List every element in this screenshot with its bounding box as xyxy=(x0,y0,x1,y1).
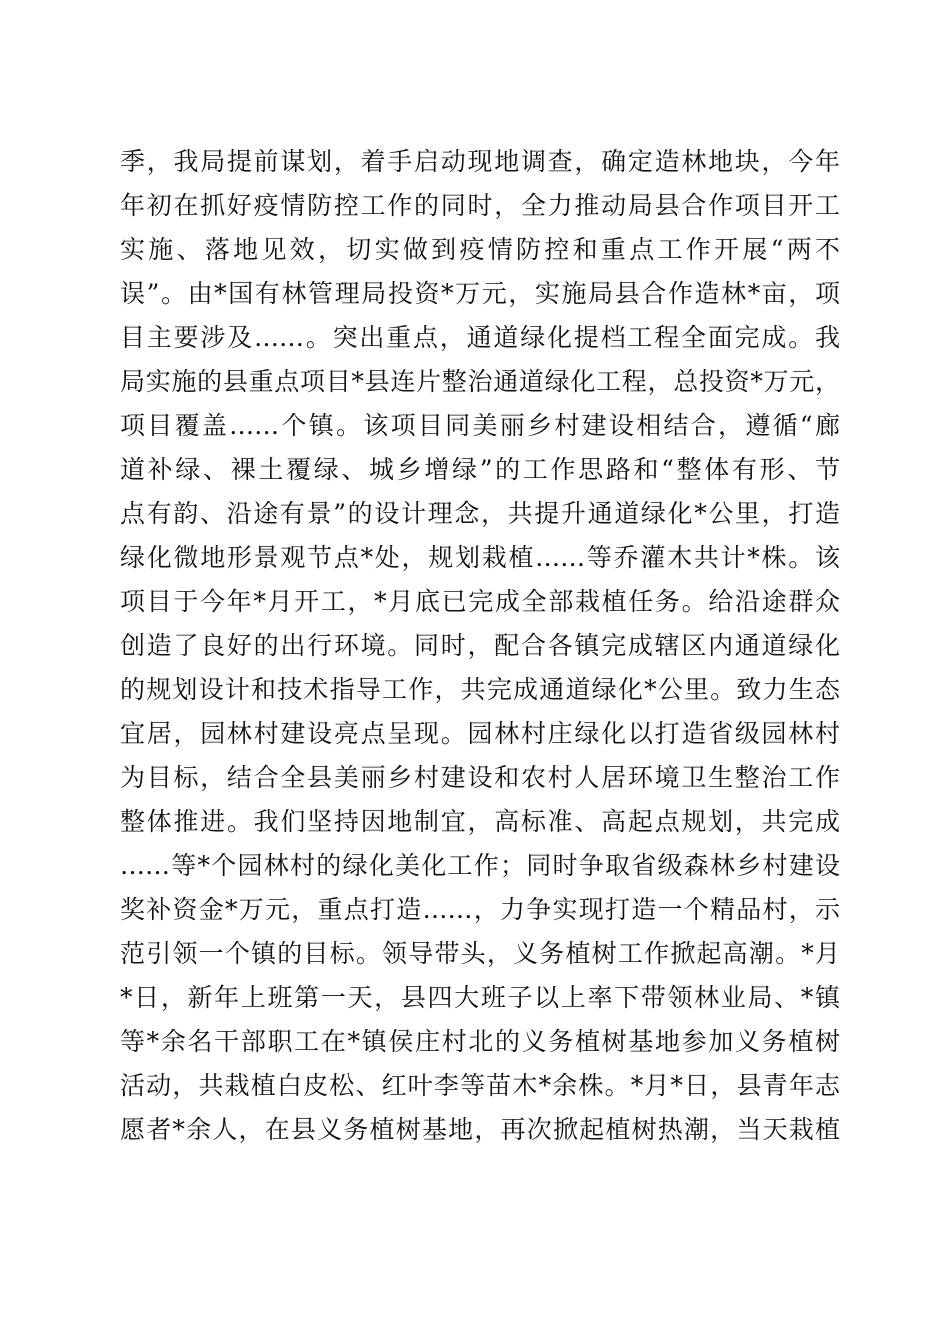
text-line: 道补绿、裸土覆绿、城乡增绿”的工作思路和“整体有形、节 xyxy=(120,455,840,484)
text-line: 范引领一个镇的目标。领导带头，义务植树工作掀起高潮。*月 xyxy=(120,939,840,968)
text-line: 项目覆盖……个镇。该项目同美丽乡村建设相结合，遵循“廊 xyxy=(120,411,840,440)
text-line: 整体推进。我们坚持因地制宜，高标准、高起点规划，共完成 xyxy=(120,807,840,836)
text-line: 绿化微地形景观节点*处，规划栽植……等乔灌木共计*株。该 xyxy=(120,543,840,572)
text-line: 的规划设计和技术指导工作，共完成通道绿化*公里。致力生态 xyxy=(120,675,840,704)
text-line: *日，新年上班第一天，县四大班子以上率下带领林业局、*镇 xyxy=(120,983,840,1012)
text-line: 点有韵、沿途有景”的设计理念，共提升通道绿化*公里，打造 xyxy=(120,499,840,528)
text-line: 宜居，园林村建设亮点呈现。园林村庄绿化以打造省级园林村 xyxy=(120,719,840,748)
text-line: 为目标，结合全县美丽乡村建设和农村人居环境卫生整治工作 xyxy=(120,763,840,792)
text-line: 愿者*余人，在县义务植树基地，再次掀起植树热潮，当天栽植 xyxy=(120,1115,840,1144)
text-line: 创造了良好的出行环境。同时，配合各镇完成辖区内通道绿化 xyxy=(120,631,840,660)
text-line: 年初在抓好疫情防控工作的同时，全力推动局县合作项目开工 xyxy=(120,191,840,220)
text-line: 误”。由*国有林管理局投资*万元，实施局县合作造林*亩，项 xyxy=(120,279,840,308)
text-line: 目主要涉及……。突出重点，通道绿化提档工程全面完成。我 xyxy=(120,323,840,352)
text-line: 局实施的县重点项目*县连片整治通道绿化工程，总投资*万元， xyxy=(120,367,840,396)
text-line: ……等*个园林村的绿化美化工作；同时争取省级森林乡村建设 xyxy=(120,851,840,880)
text-line: 活动，共栽植白皮松、红叶李等苗木*余株。*月*日，县青年志 xyxy=(120,1071,840,1100)
text-line: 项目于今年*月开工，*月底已完成全部栽植任务。给沿途群众 xyxy=(120,587,840,616)
text-line: 奖补资金*万元，重点打造……，力争实现打造一个精品村，示 xyxy=(120,895,840,924)
text-line: 实施、落地见效，切实做到疫情防控和重点工作开展“两不 xyxy=(120,235,840,264)
text-line: 等*余名干部职工在*镇侯庄村北的义务植树基地参加义务植树 xyxy=(120,1027,840,1056)
body-paragraph xyxy=(120,140,840,1152)
text-line: 季，我局提前谋划，着手启动现地调查，确定造林地块，今年 xyxy=(120,147,840,176)
